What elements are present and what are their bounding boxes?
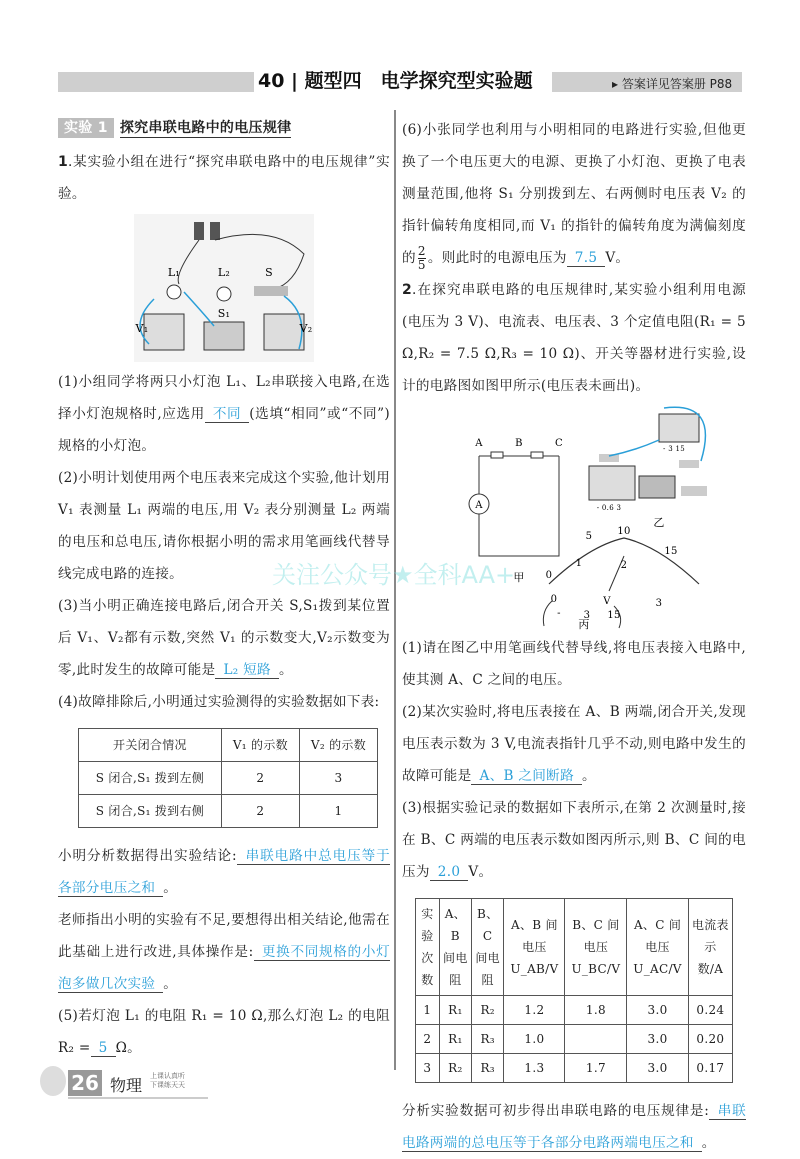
text: 。 — [701, 1135, 716, 1151]
text: (4)故障排除后,小明通过实验测得的实验数据如下表: — [58, 694, 380, 710]
table-header-cell: 开关闭合情况 — [79, 729, 222, 762]
table-header-cell: A、B 间电阻 — [439, 899, 471, 996]
figure-label: A — [475, 500, 483, 511]
table-header-cell: V₁ 的示数 — [221, 729, 299, 762]
figure-label: 5 — [585, 531, 593, 542]
answer-blank: 2.0 — [430, 864, 469, 881]
answer-blank: 5 — [91, 1040, 116, 1057]
figure-label: L₁ — [167, 266, 181, 279]
figure-label: V₁ — [135, 322, 149, 335]
answer-blank: A、B 之间断路 — [471, 768, 582, 785]
figure-label: 15 — [607, 610, 621, 621]
figure-label: B — [515, 438, 523, 449]
footer-line — [68, 1097, 208, 1099]
table-cell: 1.2 — [504, 996, 565, 1025]
paragraph — [58, 590, 390, 686]
switch-data-table — [78, 728, 378, 828]
table-cell: 3 — [416, 1054, 440, 1083]
figure-label: 15 — [664, 546, 678, 557]
figure-label: A — [475, 438, 483, 449]
figure-label: S₁ — [217, 307, 231, 320]
table-row — [416, 996, 733, 1025]
figure-label: L₂ — [217, 266, 231, 279]
table-cell: R₂ — [471, 996, 503, 1025]
section-heading — [58, 114, 390, 142]
paragraph — [402, 1095, 746, 1159]
paragraph — [58, 686, 390, 718]
figure-label: 0 — [545, 570, 553, 581]
text: (3)根据实验记录的数据如下表所示,在第 2 次测量时,接在 B、C 两端的电压表示数如图丙所示,则 B、C 间的电压为 — [402, 800, 746, 880]
table-cell: R₁ — [439, 996, 471, 1025]
watermark: 关注公众号★全科AA+ — [272, 561, 516, 589]
text: V。 — [605, 250, 630, 266]
figure-label: 2 — [620, 560, 628, 571]
table-cell: 1.7 — [565, 1054, 627, 1083]
paragraph — [402, 114, 746, 274]
table-cell: R₃ — [471, 1054, 503, 1083]
figure-label: 丙 — [578, 618, 590, 631]
table-cell: 0.20 — [688, 1025, 732, 1054]
section-title: 探究串联电路中的电压规律 — [119, 120, 292, 136]
table-cell: 0.17 — [688, 1054, 732, 1083]
fraction — [418, 245, 426, 272]
table-cell: 2 — [221, 795, 299, 828]
paragraph — [58, 462, 390, 590]
table-cell: 3.0 — [627, 1025, 688, 1054]
paragraph — [402, 792, 746, 888]
table-header-cell: 实验次数 — [416, 899, 440, 996]
figure-label: - 3 15 — [663, 445, 685, 453]
question-number: 1 — [58, 154, 69, 170]
table-cell: S 闭合,S₁ 拨到右侧 — [79, 795, 222, 828]
answer-blank: L₂ 短路 — [215, 662, 279, 679]
text: (1)请在图乙中用笔画线代替导线,将电压表接入电路中,使其测 A、C 之间的电压。 — [402, 640, 746, 688]
text: 。 — [163, 880, 178, 896]
table-cell: 1 — [299, 795, 377, 828]
measurement-data-table — [415, 898, 733, 1083]
table-cell: R₂ — [439, 1054, 471, 1083]
mascot-icon — [40, 1066, 66, 1096]
text: (选填“相同”或“不同”)规格的小灯泡。 — [58, 406, 390, 454]
table-cell — [565, 1025, 627, 1054]
paragraph — [402, 274, 746, 402]
table-header-cell: A、B 间电压 U_AB/V — [504, 899, 565, 996]
question-number: 2 — [402, 282, 413, 298]
answer-blank: 7.5 — [567, 250, 606, 267]
text: 。 — [163, 976, 178, 992]
paragraph — [58, 904, 390, 1000]
text: 小明分析数据得出实验结论: — [58, 848, 237, 864]
figure-label: 3 — [655, 598, 663, 609]
figure-label: - 0.6 3 — [596, 504, 622, 512]
table-cell: 1.0 — [504, 1025, 565, 1054]
text: 。则此时的电源电压为 — [427, 250, 567, 266]
page-number: 26 — [68, 1070, 102, 1096]
figure-label: 3 — [583, 610, 591, 621]
table-cell: 3.0 — [627, 996, 688, 1025]
slogan: 上课认真听 下课练天天 — [150, 1072, 185, 1089]
table-cell: R₃ — [471, 1025, 503, 1054]
figure-label: 10 — [617, 526, 631, 537]
text: V。 — [468, 864, 493, 880]
table-header-row — [416, 899, 733, 996]
paragraph — [58, 366, 390, 462]
table-row — [79, 762, 378, 795]
column-divider — [394, 110, 396, 1070]
table-row — [416, 1025, 733, 1054]
answer-blank: 更换不同规格的小灯泡多做几次实验 — [58, 944, 390, 992]
table-cell: 2 — [221, 762, 299, 795]
experiment-apparatus-figure — [134, 214, 314, 362]
text: (6)小张同学也利用与小明相同的电路进行实验,但他更换了一个电压更大的电源、更换了小灯泡、更换了电表测量范围,他将 S₁ 分别拨到左、右两侧时电压表 V₂ 的指针偏转角度相同,而 V₁ 的指针的偏转角度为满偏刻度的 — [402, 122, 746, 266]
paragraph — [58, 840, 390, 904]
table-cell: 0.24 — [688, 996, 732, 1025]
text: .某实验小组在进行“探究串联电路中的电压规律”实验。 — [58, 154, 390, 202]
fraction-numerator: 2 — [417, 244, 426, 258]
text: 分析实验数据可初步得出串联电路的电压规律是: — [402, 1103, 710, 1119]
figure-label: - — [557, 608, 561, 619]
circuit-and-meter-figure — [409, 406, 739, 631]
table-cell: R₁ — [439, 1025, 471, 1054]
answer-blank: 串联电路中总电压等于各部分电压之和 — [58, 848, 391, 896]
text: (2)某次实验时,将电压表接在 A、B 两端,闭合开关,发现电压表示数为 3 V,电流表指针几乎不动,则电路中发生的故障可能是 — [402, 704, 746, 784]
fraction-denominator: 5 — [417, 258, 426, 272]
table-row — [79, 795, 378, 828]
table-cell: S 闭合,S₁ 拨到左侧 — [79, 762, 222, 795]
figure-label: S — [265, 266, 273, 279]
table-cell: 2 — [416, 1025, 440, 1054]
text: Ω。 — [115, 1040, 142, 1056]
figure-label: 0 — [550, 594, 558, 605]
table-header-cell: B、C 间电压 U_BC/V — [565, 899, 627, 996]
text: 。 — [278, 662, 293, 678]
table-header-cell: B、C 间电阻 — [471, 899, 503, 996]
table-cell: 1.8 — [565, 996, 627, 1025]
table-cell: 3 — [299, 762, 377, 795]
page-title: 40 | 题型四 电学探究型实验题 — [258, 70, 533, 92]
subject-label: 物理 — [110, 1076, 143, 1095]
answer-blank: 串联电路两端的总电压等于各部分电路两端电压之和 — [402, 1103, 746, 1151]
answer-reference: ▸ 答案详见答案册 P88 — [612, 77, 733, 91]
paragraph — [58, 1000, 390, 1064]
text: (3)当小明正确连接电路后,闭合开关 S,S₁拨到某位置后 V₁、V₂都有示数,突然 V₁ 的示数变大,V₂示数变为零,此时发生的故障可能是 — [58, 598, 390, 678]
figure-label: 甲 — [513, 571, 525, 584]
text: .在探究串联电路的电压规律时,某实验小组利用电源(电压为 3 V)、电流表、电压表、3 个定值电阻(R₁ = 5 Ω,R₂ = 7.5 Ω,R₃ = 10 Ω)、开关等器材进行实验,设计的电路图如图甲所示(电压表未画出)。 — [402, 282, 746, 394]
header-bar-left — [58, 72, 254, 92]
text: (1)小组同学将两只小灯泡 L₁、L₂串联接入电路,在选择小灯泡规格时,应选用 — [58, 374, 390, 422]
table-cell: 3.0 — [627, 1054, 688, 1083]
answer-blank: 不同 — [205, 406, 249, 423]
figure-label: V₂ — [299, 322, 313, 335]
table-header-cell: 电流表示数/A — [688, 899, 732, 996]
text: 老师指出小明的实验有不足,要想得出相关结论,他需在此基础上进行改进,具体操作是: — [58, 912, 390, 960]
paragraph — [402, 696, 746, 792]
table-cell: 1.3 — [504, 1054, 565, 1083]
text: (5)若灯泡 L₁ 的电阻 R₁ = 10 Ω,那么灯泡 L₂ 的电阻 R₂ = — [58, 1008, 390, 1056]
table-cell: 1 — [416, 996, 440, 1025]
table-row — [416, 1054, 733, 1083]
paragraph — [402, 632, 746, 696]
table-header-cell: A、C 间电压 U_AC/V — [627, 899, 688, 996]
figure-label: V — [603, 596, 611, 607]
text: (2)小明计划使用两个电压表来完成这个实验,他计划用 V₁ 表测量 L₁ 两端的电压,用 V₂ 表分别测量 L₂ 两端的电压和总电压,请你根据小明的需求用笔画线代替导线完成电路的连接。 — [58, 470, 390, 582]
text: 。 — [581, 768, 596, 784]
figure-label: C — [555, 438, 563, 449]
figure-label: 1 — [575, 558, 583, 569]
right-column — [402, 114, 746, 1159]
left-column — [58, 114, 390, 1064]
paragraph — [58, 146, 390, 210]
table-header-cell: V₂ 的示数 — [299, 729, 377, 762]
section-tag: 实验 1 — [58, 118, 114, 138]
figure-label: 乙 — [653, 516, 665, 529]
table-header-row — [79, 729, 378, 762]
